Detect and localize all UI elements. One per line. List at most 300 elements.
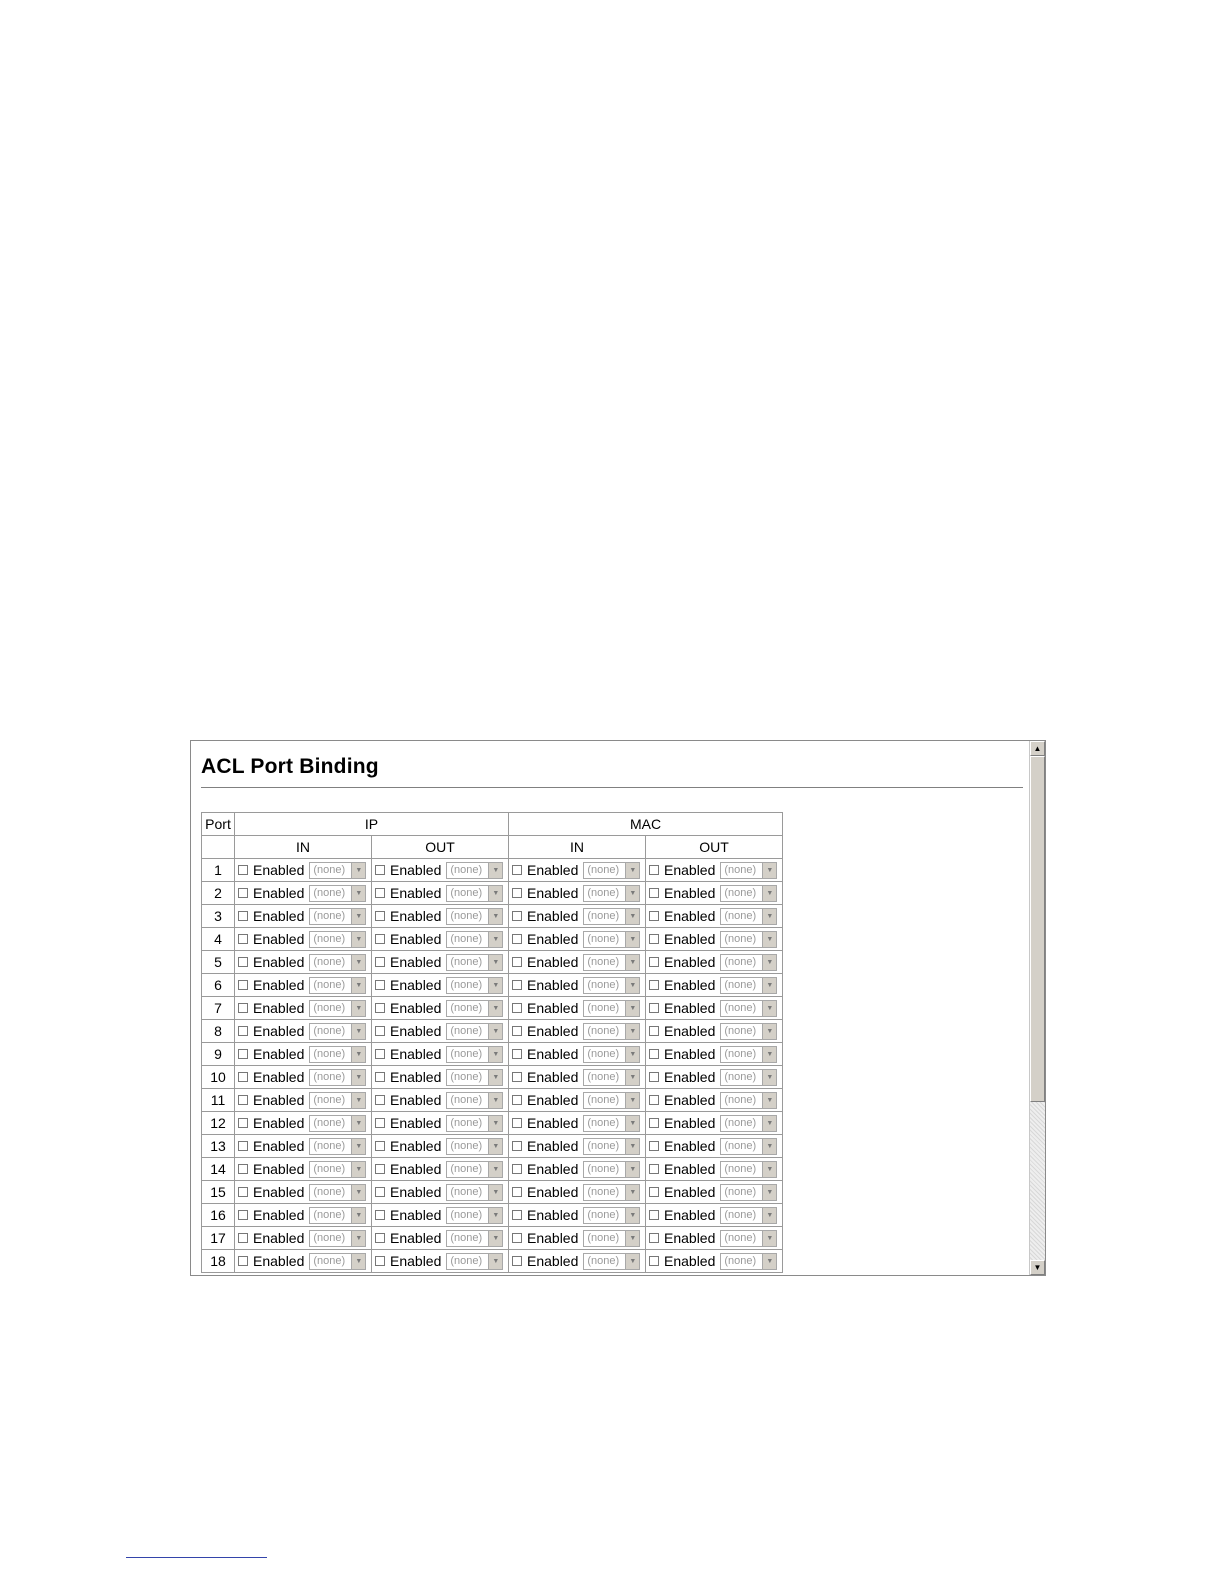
mac-in-enabled-checkbox[interactable] — [512, 1095, 522, 1105]
ip-in-acl-select[interactable] — [309, 954, 366, 971]
ip-out-cell — [372, 1135, 509, 1158]
chevron-down-icon[interactable]: ▼ — [762, 1070, 776, 1085]
ip-in-acl-select[interactable] — [309, 977, 366, 994]
chevron-down-icon[interactable]: ▼ — [351, 1001, 365, 1016]
mac-out-acl-select[interactable] — [720, 908, 777, 925]
chevron-down-icon[interactable]: ▼ — [625, 863, 639, 878]
ip-in-enabled-checkbox[interactable] — [238, 888, 248, 898]
mac-out-acl-select[interactable] — [720, 885, 777, 902]
mac-in-acl-select[interactable] — [583, 1161, 640, 1178]
enabled-label: Enabled — [664, 1253, 716, 1269]
ip-out-enabled-checkbox[interactable] — [375, 980, 385, 990]
ip-out-controls — [375, 1253, 508, 1270]
chevron-down-icon[interactable]: ▼ — [351, 1185, 365, 1200]
mac-in-acl-select[interactable] — [583, 1207, 640, 1224]
ip-in-enabled-checkbox[interactable] — [238, 1072, 248, 1082]
port-number: 2 — [202, 882, 235, 905]
ip-out-enabled-checkbox[interactable] — [375, 1118, 385, 1128]
chevron-down-icon[interactable]: ▼ — [762, 1208, 776, 1223]
chevron-down-icon[interactable]: ▼ — [488, 978, 502, 993]
mac-in-enabled-checkbox[interactable] — [512, 888, 522, 898]
ip-in-controls — [238, 1253, 371, 1270]
enabled-label: Enabled — [390, 1000, 442, 1016]
ip-in-acl-select[interactable] — [309, 1115, 366, 1132]
mac-in-cell — [509, 1066, 646, 1089]
chevron-down-icon[interactable]: ▼ — [625, 1116, 639, 1131]
chevron-down-icon[interactable]: ▼ — [351, 1093, 365, 1108]
ip-out-enabled-checkbox[interactable] — [375, 888, 385, 898]
chevron-down-icon[interactable]: ▼ — [488, 955, 502, 970]
mac-in-acl-select[interactable] — [583, 954, 640, 971]
acl-select-value: (none) — [450, 956, 483, 968]
mac-in-enabled-checkbox[interactable] — [512, 1118, 522, 1128]
ip-in-enabled-checkbox[interactable] — [238, 980, 248, 990]
chevron-down-icon[interactable]: ▼ — [488, 886, 502, 901]
ip-in-acl-select[interactable] — [309, 1184, 366, 1201]
acl-select-value: (none) — [313, 1002, 346, 1014]
chevron-down-icon[interactable]: ▼ — [488, 1231, 502, 1246]
ip-in-enabled-checkbox[interactable] — [238, 934, 248, 944]
port-number: 3 — [202, 905, 235, 928]
enabled-label: Enabled — [527, 977, 579, 993]
chevron-down-icon[interactable]: ▼ — [351, 1254, 365, 1269]
mac-in-enabled-checkbox[interactable] — [512, 865, 522, 875]
chevron-down-icon[interactable]: ▼ — [351, 1231, 365, 1246]
enabled-label: Enabled — [527, 885, 579, 901]
table-row — [202, 1158, 783, 1181]
mac-out-acl-select[interactable] — [720, 1092, 777, 1109]
mac-out-acl-select[interactable] — [720, 862, 777, 879]
chevron-down-icon[interactable]: ▼ — [351, 886, 365, 901]
mac-in-acl-select[interactable] — [583, 1046, 640, 1063]
ip-in-enabled-checkbox[interactable] — [238, 911, 248, 921]
mac-in-acl-select[interactable] — [583, 1023, 640, 1040]
mac-in-controls — [512, 908, 645, 925]
chevron-down-icon[interactable]: ▼ — [762, 1254, 776, 1269]
enabled-label: Enabled — [527, 1207, 579, 1223]
acl-select-value: (none) — [313, 1048, 346, 1060]
mac-in-enabled-checkbox[interactable] — [512, 1026, 522, 1036]
ip-out-enabled-checkbox[interactable] — [375, 865, 385, 875]
chevron-down-icon[interactable]: ▼ — [351, 955, 365, 970]
mac-in-acl-select[interactable] — [583, 908, 640, 925]
mac-in-acl-select[interactable] — [583, 885, 640, 902]
scrollbar-thumb[interactable] — [1030, 756, 1045, 1102]
port-number: 10 — [202, 1066, 235, 1089]
mac-in-enabled-checkbox[interactable] — [512, 1187, 522, 1197]
chevron-down-icon[interactable]: ▼ — [762, 1047, 776, 1062]
chevron-down-icon[interactable]: ▼ — [488, 1024, 502, 1039]
chevron-down-icon[interactable]: ▼ — [762, 955, 776, 970]
ip-out-enabled-checkbox[interactable] — [375, 1233, 385, 1243]
ip-in-cell — [235, 1089, 372, 1112]
chevron-down-icon[interactable]: ▼ — [488, 1139, 502, 1154]
enabled-label: Enabled — [527, 1023, 579, 1039]
mac-out-controls — [649, 1023, 782, 1040]
mac-in-enabled-checkbox[interactable] — [512, 1256, 522, 1266]
chevron-down-icon[interactable]: ▼ — [625, 1185, 639, 1200]
chevron-down-icon[interactable]: ▼ — [351, 863, 365, 878]
ip-in-enabled-checkbox[interactable] — [238, 1049, 248, 1059]
port-number: 11 — [202, 1089, 235, 1112]
mac-in-cell — [509, 1158, 646, 1181]
mac-out-enabled-checkbox[interactable] — [649, 980, 659, 990]
chevron-down-icon[interactable]: ▼ — [762, 1001, 776, 1016]
ip-in-acl-select[interactable] — [309, 931, 366, 948]
mac-out-acl-select[interactable] — [720, 1253, 777, 1270]
chevron-down-icon[interactable]: ▼ — [488, 932, 502, 947]
mac-out-acl-select[interactable] — [720, 1046, 777, 1063]
enabled-label: Enabled — [253, 1161, 305, 1177]
mac-in-controls — [512, 1230, 645, 1247]
chevron-down-icon[interactable]: ▼ — [762, 932, 776, 947]
chevron-down-icon[interactable]: ▼ — [762, 1024, 776, 1039]
mac-in-acl-select[interactable] — [583, 1092, 640, 1109]
ip-out-enabled-checkbox[interactable] — [375, 911, 385, 921]
ip-in-acl-select[interactable] — [309, 1138, 366, 1155]
scroll-down-arrow-icon[interactable]: ▼ — [1030, 1260, 1045, 1275]
ip-in-controls — [238, 1046, 371, 1063]
mac-out-enabled-checkbox[interactable] — [649, 1210, 659, 1220]
mac-out-enabled-checkbox[interactable] — [649, 888, 659, 898]
ip-out-acl-select[interactable] — [446, 885, 503, 902]
chevron-down-icon[interactable]: ▼ — [351, 1047, 365, 1062]
ip-out-enabled-checkbox[interactable] — [375, 1095, 385, 1105]
mac-out-enabled-checkbox[interactable] — [649, 1026, 659, 1036]
chevron-down-icon[interactable]: ▼ — [351, 1024, 365, 1039]
enabled-label: Enabled — [664, 1207, 716, 1223]
ip-out-controls — [375, 1115, 508, 1132]
ip-in-acl-select[interactable] — [309, 1253, 366, 1270]
mac-out-enabled-checkbox[interactable] — [649, 865, 659, 875]
mac-in-enabled-checkbox[interactable] — [512, 911, 522, 921]
chevron-down-icon[interactable]: ▼ — [488, 1208, 502, 1223]
enabled-label: Enabled — [253, 862, 305, 878]
ip-in-controls — [238, 931, 371, 948]
ip-out-enabled-checkbox[interactable] — [375, 1072, 385, 1082]
enabled-label: Enabled — [390, 1069, 442, 1085]
acl-select-value: (none) — [450, 910, 483, 922]
mac-in-enabled-checkbox[interactable] — [512, 957, 522, 967]
ip-out-acl-select[interactable] — [446, 862, 503, 879]
ip-out-acl-select[interactable] — [446, 931, 503, 948]
chevron-down-icon[interactable]: ▼ — [762, 978, 776, 993]
mac-out-enabled-checkbox[interactable] — [649, 911, 659, 921]
chevron-down-icon[interactable]: ▼ — [625, 1024, 639, 1039]
mac-in-enabled-checkbox[interactable] — [512, 1210, 522, 1220]
mac-in-acl-select[interactable] — [583, 862, 640, 879]
mac-in-acl-select[interactable] — [583, 1069, 640, 1086]
port-header: Port — [202, 813, 235, 836]
ip-out-acl-select[interactable] — [446, 1161, 503, 1178]
footnote-separator — [126, 1557, 267, 1558]
mac-out-enabled-checkbox[interactable] — [649, 1164, 659, 1174]
port-number: 15 — [202, 1181, 235, 1204]
mac-out-acl-select[interactable] — [720, 1207, 777, 1224]
chevron-down-icon[interactable]: ▼ — [351, 932, 365, 947]
chevron-down-icon[interactable]: ▼ — [488, 1185, 502, 1200]
mac-out-enabled-checkbox[interactable] — [649, 1118, 659, 1128]
mac-in-enabled-checkbox[interactable] — [512, 934, 522, 944]
chevron-down-icon[interactable]: ▼ — [625, 1254, 639, 1269]
mac-out-acl-select[interactable] — [720, 1115, 777, 1132]
chevron-down-icon[interactable]: ▼ — [351, 1070, 365, 1085]
chevron-down-icon[interactable]: ▼ — [762, 1139, 776, 1154]
mac-out-acl-select[interactable] — [720, 1069, 777, 1086]
mac-in-enabled-checkbox[interactable] — [512, 1233, 522, 1243]
ip-in-enabled-checkbox[interactable] — [238, 865, 248, 875]
chevron-down-icon[interactable]: ▼ — [625, 955, 639, 970]
mac-in-acl-select[interactable] — [583, 977, 640, 994]
mac-in-cell — [509, 882, 646, 905]
chevron-down-icon[interactable]: ▼ — [625, 1047, 639, 1062]
ip-in-acl-select[interactable] — [309, 862, 366, 879]
chevron-down-icon[interactable]: ▼ — [762, 1185, 776, 1200]
table-row — [202, 1227, 783, 1250]
acl-select-value: (none) — [724, 1232, 757, 1244]
ip-out-acl-select[interactable] — [446, 1115, 503, 1132]
ip-out-acl-select[interactable] — [446, 1207, 503, 1224]
mac-out-acl-select[interactable] — [720, 931, 777, 948]
chevron-down-icon[interactable]: ▼ — [351, 1116, 365, 1131]
ip-out-acl-select[interactable] — [446, 1046, 503, 1063]
ip-out-enabled-checkbox[interactable] — [375, 1256, 385, 1266]
mac-out-controls — [649, 1207, 782, 1224]
chevron-down-icon[interactable]: ▼ — [625, 1093, 639, 1108]
ip-out-acl-select[interactable] — [446, 1230, 503, 1247]
ip-in-acl-select[interactable] — [309, 1000, 366, 1017]
ip-out-enabled-checkbox[interactable] — [375, 1164, 385, 1174]
acl-select-value: (none) — [313, 1025, 346, 1037]
mac-in-enabled-checkbox[interactable] — [512, 1164, 522, 1174]
chevron-down-icon[interactable]: ▼ — [488, 1254, 502, 1269]
ip-in-acl-select[interactable] — [309, 908, 366, 925]
ip-in-acl-select[interactable] — [309, 1207, 366, 1224]
vertical-scrollbar[interactable] — [1029, 741, 1045, 1275]
ip-out-cell — [372, 1204, 509, 1227]
ip-in-enabled-checkbox[interactable] — [238, 1026, 248, 1036]
chevron-down-icon[interactable]: ▼ — [488, 1116, 502, 1131]
chevron-down-icon[interactable]: ▼ — [488, 1093, 502, 1108]
chevron-down-icon[interactable]: ▼ — [351, 909, 365, 924]
mac-in-acl-select[interactable] — [583, 1000, 640, 1017]
ip-out-acl-select[interactable] — [446, 908, 503, 925]
ip-in-enabled-checkbox[interactable] — [238, 957, 248, 967]
ip-out-enabled-checkbox[interactable] — [375, 1141, 385, 1151]
ip-in-enabled-checkbox[interactable] — [238, 1233, 248, 1243]
mac-out-controls — [649, 931, 782, 948]
mac-in-enabled-checkbox[interactable] — [512, 1049, 522, 1059]
chevron-down-icon[interactable]: ▼ — [488, 1047, 502, 1062]
ip-in-acl-select[interactable] — [309, 1230, 366, 1247]
mac-in-acl-select[interactable] — [583, 1138, 640, 1155]
mac-out-enabled-checkbox[interactable] — [649, 1003, 659, 1013]
enabled-label: Enabled — [390, 885, 442, 901]
mac-in-enabled-checkbox[interactable] — [512, 1072, 522, 1082]
chevron-down-icon[interactable]: ▼ — [762, 886, 776, 901]
chevron-down-icon[interactable]: ▼ — [351, 978, 365, 993]
acl-select-value: (none) — [313, 1255, 346, 1267]
mac-in-acl-select[interactable] — [583, 1184, 640, 1201]
ip-in-acl-select[interactable] — [309, 1161, 366, 1178]
chevron-down-icon[interactable]: ▼ — [351, 1162, 365, 1177]
mac-out-enabled-checkbox[interactable] — [649, 957, 659, 967]
table-row — [202, 974, 783, 997]
acl-select-value: (none) — [587, 933, 620, 945]
enabled-label: Enabled — [527, 1138, 579, 1154]
ip-in-enabled-checkbox[interactable] — [238, 1164, 248, 1174]
ip-in-acl-select[interactable] — [309, 1092, 366, 1109]
mac-in-controls — [512, 977, 645, 994]
chevron-down-icon[interactable]: ▼ — [488, 1162, 502, 1177]
ip-out-enabled-checkbox[interactable] — [375, 1049, 385, 1059]
chevron-down-icon[interactable]: ▼ — [488, 1070, 502, 1085]
acl-select-value: (none) — [313, 1232, 346, 1244]
enabled-label: Enabled — [664, 1138, 716, 1154]
ip-out-enabled-checkbox[interactable] — [375, 1026, 385, 1036]
ip-out-acl-select[interactable] — [446, 1184, 503, 1201]
ip-in-enabled-checkbox[interactable] — [238, 1210, 248, 1220]
mac-out-enabled-checkbox[interactable] — [649, 1141, 659, 1151]
port-number: 9 — [202, 1043, 235, 1066]
scroll-up-arrow-icon[interactable]: ▲ — [1030, 741, 1045, 756]
ip-out-acl-select[interactable] — [446, 1000, 503, 1017]
ip-out-controls — [375, 1161, 508, 1178]
mac-out-enabled-checkbox[interactable] — [649, 1095, 659, 1105]
mac-in-acl-select[interactable] — [583, 931, 640, 948]
chevron-down-icon[interactable]: ▼ — [351, 1139, 365, 1154]
mac-in-acl-select[interactable] — [583, 1115, 640, 1132]
ip-out-acl-select[interactable] — [446, 954, 503, 971]
chevron-down-icon[interactable]: ▼ — [625, 1139, 639, 1154]
mac-in-enabled-checkbox[interactable] — [512, 980, 522, 990]
mac-out-acl-select[interactable] — [720, 1023, 777, 1040]
chevron-down-icon[interactable]: ▼ — [625, 886, 639, 901]
ip-out-enabled-checkbox[interactable] — [375, 1210, 385, 1220]
mac-out-enabled-checkbox[interactable] — [649, 1072, 659, 1082]
mac-in-controls — [512, 1184, 645, 1201]
ip-in-enabled-checkbox[interactable] — [238, 1141, 248, 1151]
ip-in-enabled-checkbox[interactable] — [238, 1003, 248, 1013]
ip-group-header: IP — [235, 813, 509, 836]
mac-in-cell — [509, 1227, 646, 1250]
browser-frame — [190, 740, 1046, 1276]
ip-out-acl-select[interactable] — [446, 977, 503, 994]
chevron-down-icon[interactable]: ▼ — [762, 1231, 776, 1246]
chevron-down-icon[interactable]: ▼ — [488, 863, 502, 878]
ip-in-enabled-checkbox[interactable] — [238, 1256, 248, 1266]
chevron-down-icon[interactable]: ▼ — [351, 1208, 365, 1223]
chevron-down-icon[interactable]: ▼ — [625, 1070, 639, 1085]
ip-in-enabled-checkbox[interactable] — [238, 1187, 248, 1197]
mac-out-acl-select[interactable] — [720, 1138, 777, 1155]
ip-out-acl-select[interactable] — [446, 1023, 503, 1040]
mac-out-acl-select[interactable] — [720, 1000, 777, 1017]
ip-in-controls — [238, 977, 371, 994]
acl-select-value: (none) — [450, 1163, 483, 1175]
acl-select-value: (none) — [450, 1186, 483, 1198]
enabled-label: Enabled — [390, 1253, 442, 1269]
enabled-label: Enabled — [527, 1069, 579, 1085]
mac-out-enabled-checkbox[interactable] — [649, 1049, 659, 1059]
ip-out-controls — [375, 1092, 508, 1109]
ip-in-acl-select[interactable] — [309, 1069, 366, 1086]
port-subheader-empty — [202, 836, 235, 859]
chevron-down-icon[interactable]: ▼ — [762, 1093, 776, 1108]
chevron-down-icon[interactable]: ▼ — [625, 1231, 639, 1246]
mac-in-acl-select[interactable] — [583, 1253, 640, 1270]
ip-in-enabled-checkbox[interactable] — [238, 1118, 248, 1128]
mac-out-acl-select[interactable] — [720, 954, 777, 971]
mac-in-acl-select[interactable] — [583, 1230, 640, 1247]
ip-in-acl-select[interactable] — [309, 1023, 366, 1040]
ip-out-enabled-checkbox[interactable] — [375, 1003, 385, 1013]
chevron-down-icon[interactable]: ▼ — [625, 978, 639, 993]
chevron-down-icon[interactable]: ▼ — [625, 932, 639, 947]
chevron-down-icon[interactable]: ▼ — [762, 1162, 776, 1177]
chevron-down-icon[interactable]: ▼ — [625, 1001, 639, 1016]
ip-out-controls — [375, 885, 508, 902]
ip-in-acl-select[interactable] — [309, 885, 366, 902]
mac-out-enabled-checkbox[interactable] — [649, 1187, 659, 1197]
enabled-label: Enabled — [253, 908, 305, 924]
mac-out-controls — [649, 1069, 782, 1086]
mac-out-enabled-checkbox[interactable] — [649, 1256, 659, 1266]
ip-out-acl-select[interactable] — [446, 1069, 503, 1086]
ip-in-cell — [235, 1250, 372, 1273]
ip-out-enabled-checkbox[interactable] — [375, 934, 385, 944]
ip-out-controls — [375, 1023, 508, 1040]
enabled-label: Enabled — [390, 954, 442, 970]
ip-out-acl-select[interactable] — [446, 1092, 503, 1109]
ip-out-enabled-checkbox[interactable] — [375, 1187, 385, 1197]
chevron-down-icon[interactable]: ▼ — [488, 1001, 502, 1016]
acl-select-value: (none) — [313, 1071, 346, 1083]
mac-out-cell — [646, 1227, 783, 1250]
chevron-down-icon[interactable]: ▼ — [625, 1208, 639, 1223]
chevron-down-icon[interactable]: ▼ — [625, 1162, 639, 1177]
mac-out-acl-select[interactable] — [720, 977, 777, 994]
mac-out-controls — [649, 1230, 782, 1247]
acl-select-value: (none) — [450, 979, 483, 991]
ip-out-enabled-checkbox[interactable] — [375, 957, 385, 967]
mac-in-enabled-checkbox[interactable] — [512, 1141, 522, 1151]
mac-in-cell — [509, 1204, 646, 1227]
mac-out-acl-select[interactable] — [720, 1184, 777, 1201]
enabled-label: Enabled — [664, 862, 716, 878]
mac-in-enabled-checkbox[interactable] — [512, 1003, 522, 1013]
acl-select-value: (none) — [724, 1094, 757, 1106]
ip-in-enabled-checkbox[interactable] — [238, 1095, 248, 1105]
chevron-down-icon[interactable]: ▼ — [762, 863, 776, 878]
mac-out-enabled-checkbox[interactable] — [649, 1233, 659, 1243]
chevron-down-icon[interactable]: ▼ — [762, 909, 776, 924]
mac-out-acl-select[interactable] — [720, 1230, 777, 1247]
mac-out-enabled-checkbox[interactable] — [649, 934, 659, 944]
ip-in-acl-select[interactable] — [309, 1046, 366, 1063]
mac-out-acl-select[interactable] — [720, 1161, 777, 1178]
chevron-down-icon[interactable]: ▼ — [488, 909, 502, 924]
ip-out-controls — [375, 1184, 508, 1201]
enabled-label: Enabled — [253, 1092, 305, 1108]
ip-out-acl-select[interactable] — [446, 1253, 503, 1270]
ip-out-acl-select[interactable] — [446, 1138, 503, 1155]
enabled-label: Enabled — [527, 1184, 579, 1200]
port-rows — [202, 859, 783, 1273]
acl-select-value: (none) — [450, 1209, 483, 1221]
chevron-down-icon[interactable]: ▼ — [625, 909, 639, 924]
chevron-down-icon[interactable]: ▼ — [762, 1116, 776, 1131]
